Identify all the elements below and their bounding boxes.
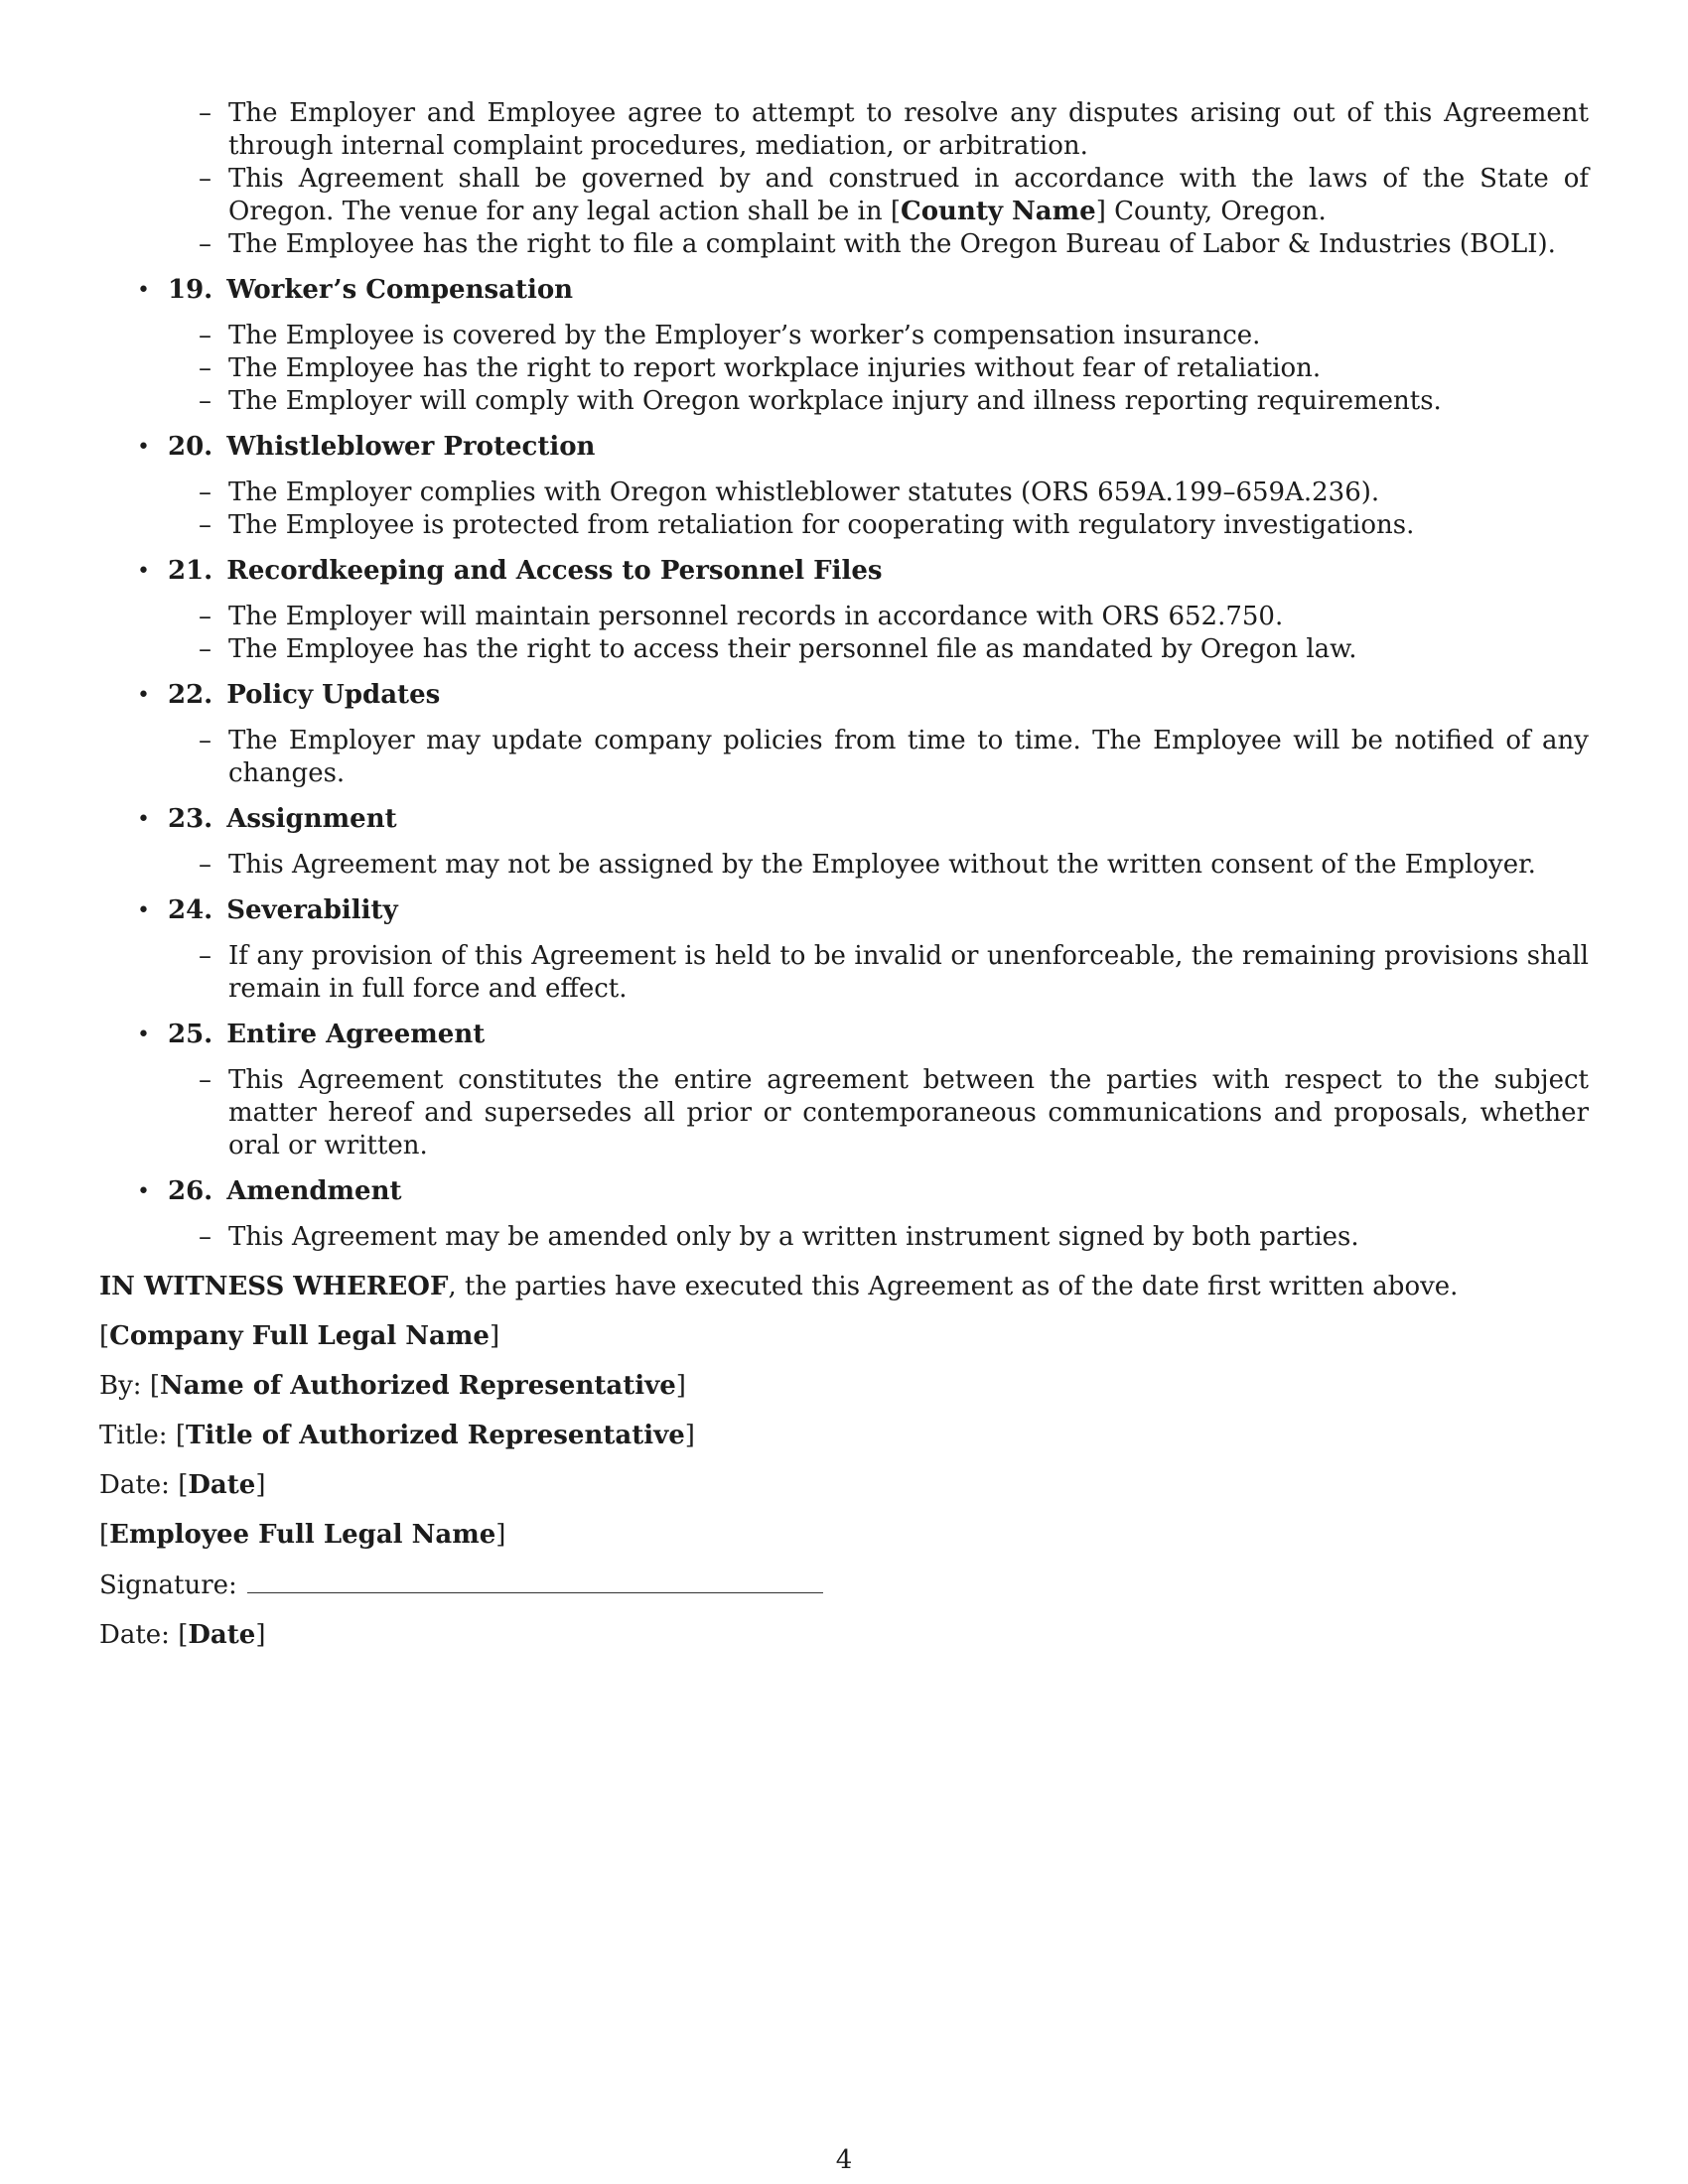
- title-line: Title: [Title of Authorized Representative]: [99, 1421, 695, 1450]
- representative-name: Name of Authorized Representative: [159, 1371, 676, 1401]
- list-item: – The Employee has the right to report workplace injuries without fear of retaliation.: [228, 352, 1589, 385]
- section-number: 23.: [168, 804, 213, 834]
- company-date: Date: [188, 1470, 256, 1500]
- bullet-icon: •: [137, 1023, 150, 1047]
- list-item: – This Agreement constitutes the entire agreement between the parties with respect to the subject matter hereof and supersedes all prior or contemporaneous communications and proposals, whether oral or written.: [228, 1064, 1589, 1162]
- bullet-icon: •: [137, 683, 150, 708]
- section-title: [168, 804, 397, 834]
- section-title: [168, 1176, 402, 1206]
- section-items: [99, 1221, 1589, 1254]
- section-title-text: Recordkeeping and Access to Personnel Files: [226, 556, 883, 586]
- list-item: – The Employer complies with Oregon whistleblower statutes (ORS 659A.199–659A.236).: [228, 477, 1589, 509]
- section-title: [168, 556, 883, 586]
- by-line: By: [Name of Authorized Representative]: [99, 1371, 686, 1401]
- section-items: [99, 725, 1589, 790]
- section-heading: [99, 274, 1589, 307]
- item-text: ] County, Oregon.: [1095, 197, 1327, 226]
- bullet-icon: •: [137, 807, 150, 832]
- bullet-icon: •: [137, 559, 150, 584]
- bullet-icon: •: [137, 278, 150, 303]
- section-heading: [99, 1019, 1589, 1051]
- section-title: [168, 895, 398, 925]
- company-name: Company Full Legal Name: [109, 1321, 490, 1351]
- signature-line: [99, 1569, 1589, 1602]
- title-label: Title:: [99, 1421, 168, 1450]
- section-title: [168, 432, 595, 462]
- section-number: 26.: [168, 1176, 213, 1206]
- section-number: 20.: [168, 432, 213, 462]
- list-item: – The Employer will comply with Oregon workplace injury and illness reporting requirements.: [228, 385, 1589, 418]
- section-title-text: Severability: [226, 895, 398, 925]
- section-heading: [99, 431, 1589, 464]
- section-title-text: Worker’s Compensation: [226, 275, 574, 305]
- list-item: – The Employee has the right to access their personnel file as mandated by Oregon law.: [228, 633, 1589, 666]
- section-title-text: Assignment: [226, 804, 397, 834]
- section-title-text: Whistleblower Protection: [226, 432, 596, 462]
- list-item: – This Agreement may not be assigned by the Employee without the written consent of the Employer.: [228, 849, 1589, 882]
- section-number: 25.: [168, 1020, 213, 1049]
- company-date-line: Date: [Date]: [99, 1470, 266, 1500]
- intro-list: [99, 97, 1589, 261]
- list-item: – The Employer may update company policies from time to time. The Employee will be notified of any changes.: [228, 725, 1589, 790]
- bullet-icon: •: [137, 898, 150, 923]
- section-items: [99, 849, 1589, 882]
- list-item: – If any provision of this Agreement is held to be invalid or unenforceable, the remaining provisions shall remain in full force and effect.: [228, 940, 1589, 1006]
- bullet-icon: •: [137, 1179, 150, 1204]
- section-heading: [99, 679, 1589, 712]
- section-heading: [99, 894, 1589, 927]
- witness-heading: IN WITNESS WHEREOF: [99, 1272, 449, 1301]
- employee-name-line: [Employee Full Legal Name]: [99, 1520, 506, 1550]
- list-item: – The Employer and Employee agree to attempt to resolve any disputes arising out of this Agreement through internal complaint procedures, mediation, or arbitration.: [228, 97, 1589, 163]
- section-number: 22.: [168, 680, 213, 710]
- document-page: [99, 97, 1589, 1652]
- section-number: 24.: [168, 895, 213, 925]
- section-title: [168, 275, 573, 305]
- signature-label: Signature:: [99, 1570, 237, 1600]
- section-heading: [99, 803, 1589, 836]
- section-title: [168, 680, 440, 710]
- list-item: – The Employer will maintain personnel records in accordance with ORS 652.750.: [228, 601, 1589, 633]
- list-item: [228, 163, 1589, 228]
- representative-title: Title of Authorized Representative: [186, 1421, 685, 1450]
- section-number: 21.: [168, 556, 213, 586]
- section-items: [99, 477, 1589, 542]
- item-text: This Agreement shall be governed by and construed in accordance with the laws of the State of Oregon. The venue for any legal action shall be in [: [228, 164, 1589, 226]
- page-number: 4: [835, 2145, 853, 2175]
- by-label: By:: [99, 1371, 142, 1401]
- section-title: [168, 1020, 485, 1049]
- witness-paragraph: [99, 1271, 1589, 1303]
- section-title-text: Policy Updates: [226, 680, 441, 710]
- sections-container: [99, 274, 1589, 1254]
- section-title-text: Entire Agreement: [226, 1020, 486, 1049]
- signature-blank: [247, 1569, 823, 1593]
- county-placeholder: County Name: [901, 197, 1096, 226]
- section-heading: [99, 555, 1589, 588]
- section-number: 19.: [168, 275, 213, 305]
- company-name-line: [Company Full Legal Name]: [99, 1321, 500, 1351]
- section-heading: [99, 1175, 1589, 1208]
- list-item: – The Employee has the right to file a complaint with the Oregon Bureau of Labor & Industries (BOLI).: [228, 228, 1589, 261]
- section-items: [99, 940, 1589, 1006]
- list-item: – The Employee is protected from retaliation for cooperating with regulatory investigations.: [228, 509, 1589, 542]
- employee-date: Date: [188, 1620, 256, 1650]
- date-label: Date:: [99, 1620, 170, 1650]
- section-items: [99, 320, 1589, 418]
- employee-date-line: Date: [Date]: [99, 1620, 266, 1650]
- employee-name: Employee Full Legal Name: [109, 1520, 496, 1550]
- section-title-text: Amendment: [226, 1176, 402, 1206]
- section-items: [99, 601, 1589, 666]
- bullet-icon: •: [137, 435, 150, 460]
- date-label: Date:: [99, 1470, 170, 1500]
- list-item: – This Agreement may be amended only by a written instrument signed by both parties.: [228, 1221, 1589, 1254]
- section-items: [99, 1064, 1589, 1162]
- list-item: – The Employee is covered by the Employer’s worker’s compensation insurance.: [228, 320, 1589, 352]
- witness-text: , the parties have executed this Agreement as of the date first written above.: [448, 1272, 1459, 1301]
